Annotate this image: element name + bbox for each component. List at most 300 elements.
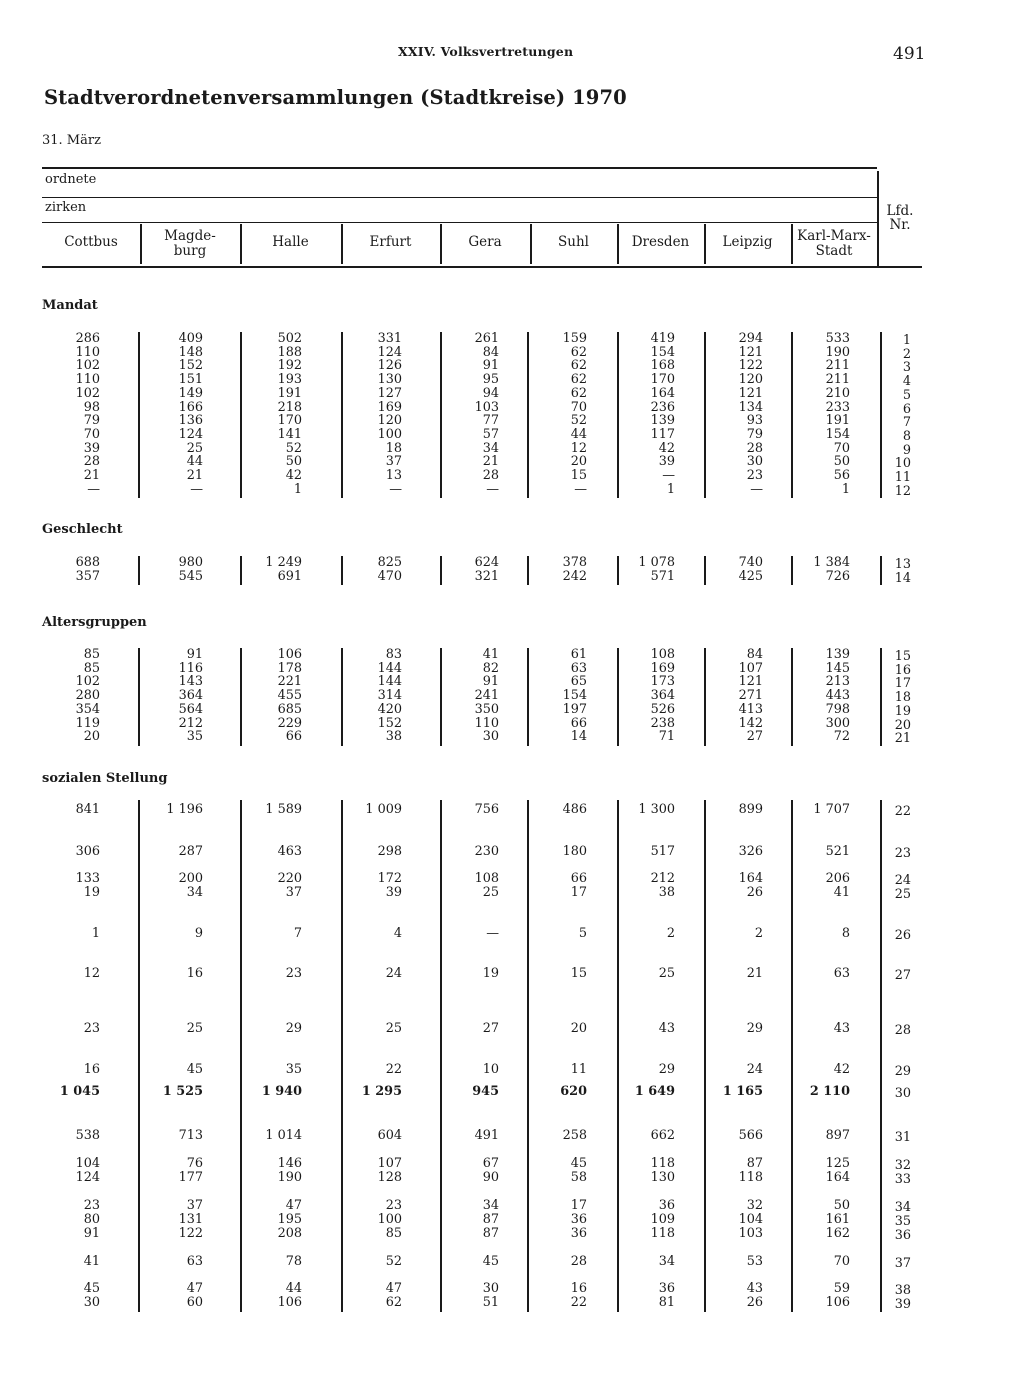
- header-lfd-nr: Lfd. Nr.: [886, 203, 914, 233]
- table-cell: 45: [570, 1156, 587, 1171]
- table-cell: 170: [650, 372, 675, 388]
- table-cell: 378: [562, 555, 587, 570]
- table-cell: 11: [570, 1062, 587, 1077]
- table-cell: 662: [650, 1128, 675, 1143]
- table-cell: 66: [570, 715, 587, 731]
- row-number: 3: [902, 360, 911, 376]
- table-cell: 321: [474, 568, 499, 584]
- table-cell: 164: [825, 1170, 850, 1185]
- table-cell: —: [190, 481, 203, 497]
- table-cell: 35: [186, 729, 203, 745]
- section-label: Mandat: [42, 298, 98, 313]
- row-number: 19: [894, 703, 911, 719]
- table-cell: 4: [393, 926, 402, 941]
- table-cell: 20: [570, 1021, 587, 1036]
- table-cell: 44: [285, 1281, 302, 1296]
- table-cell: 34: [482, 440, 499, 456]
- table-cell: 486: [562, 802, 587, 817]
- table-cell: 44: [186, 454, 203, 470]
- table-cell: 740: [738, 555, 763, 570]
- table-cell: 691: [277, 568, 302, 584]
- header-rule-lower: [42, 222, 877, 223]
- group-separator: [880, 648, 882, 746]
- table-cell: 63: [186, 1254, 203, 1269]
- table-cell: 30: [746, 454, 763, 470]
- group-separator: [880, 800, 882, 1312]
- lfd-nr-rule: [877, 171, 879, 267]
- table-cell: 127: [377, 385, 402, 401]
- section-label: sozialen Stellung: [42, 771, 168, 786]
- column-header: Gera: [468, 234, 502, 250]
- column-header: Cottbus: [64, 234, 118, 250]
- table-cell: 30: [482, 1281, 499, 1296]
- table-cell: 15: [570, 966, 587, 981]
- column-header-rule: [440, 224, 442, 264]
- table-cell: 193: [277, 372, 302, 388]
- table-cell: 300: [825, 715, 850, 731]
- table-cell: 110: [75, 372, 100, 388]
- table-cell: 50: [285, 454, 302, 470]
- table-cell: 70: [833, 440, 850, 456]
- table-cell: 90: [482, 1170, 499, 1185]
- table-cell: 242: [562, 568, 587, 584]
- table-cell: 357: [75, 568, 100, 584]
- table-cell: 1 165: [722, 1084, 763, 1099]
- column-header-rule: [240, 224, 242, 264]
- table-cell: 94: [482, 385, 499, 401]
- table-cell: 899: [738, 802, 763, 817]
- table-cell: 564: [178, 701, 203, 717]
- table-cell: 52: [385, 1254, 402, 1269]
- table-cell: 118: [738, 1170, 763, 1185]
- table-cell: 298: [377, 844, 402, 859]
- table-cell: 50: [833, 1198, 850, 1213]
- row-number: 5: [902, 387, 911, 403]
- table-cell: 47: [385, 1281, 402, 1296]
- column-header: Magde- burg: [164, 228, 216, 259]
- table-cell: 149: [178, 385, 203, 401]
- table-cell: 144: [377, 660, 402, 676]
- table-cell: 100: [377, 426, 402, 442]
- table-cell: 100: [377, 1212, 402, 1227]
- row-number: 9: [902, 442, 911, 458]
- table-cell: 21: [746, 966, 763, 981]
- column-header: Leipzig: [722, 234, 773, 250]
- table-cell: 470: [377, 568, 402, 584]
- table-cell: 154: [825, 426, 850, 442]
- table-cell: 63: [833, 966, 850, 981]
- table-cell: 131: [178, 1212, 203, 1227]
- table-cell: 118: [650, 1226, 675, 1241]
- table-cell: 212: [650, 871, 675, 886]
- table-cell: 91: [482, 358, 499, 374]
- table-cell: 43: [833, 1021, 850, 1036]
- table-cell: 13: [385, 468, 402, 483]
- table-cell: 326: [738, 844, 763, 859]
- table-cell: 280: [75, 688, 100, 704]
- table-cell: 25: [186, 440, 203, 456]
- table-cell: 443: [825, 688, 850, 704]
- table-cell: 93: [746, 413, 763, 429]
- table-cell: 110: [474, 715, 499, 731]
- table-cell: 124: [178, 426, 203, 442]
- table-cell: 2: [754, 926, 763, 941]
- column-header: Suhl: [558, 234, 589, 250]
- table-cell: 154: [562, 688, 587, 704]
- table-cell: 1 014: [265, 1128, 302, 1143]
- table-cell: 526: [650, 701, 675, 717]
- table-cell: 1 196: [166, 802, 203, 817]
- table-cell: 502: [277, 331, 302, 346]
- table-cell: 726: [825, 568, 850, 584]
- table-cell: 106: [277, 647, 302, 662]
- table-cell: 12: [570, 440, 587, 456]
- table-cell: 124: [377, 344, 402, 360]
- table-cell: 62: [570, 358, 587, 374]
- table-cell: 2: [666, 926, 675, 941]
- table-cell: 16: [570, 1281, 587, 1296]
- table-cell: 24: [746, 1062, 763, 1077]
- table-cell: 350: [474, 701, 499, 717]
- table-cell: 36: [658, 1281, 675, 1296]
- table-cell: 21: [186, 468, 203, 483]
- table-cell: 271: [738, 688, 763, 704]
- column-header-rule: [791, 224, 793, 264]
- table-cell: 41: [482, 647, 499, 662]
- column-header: Halle: [272, 234, 309, 250]
- table-cell: 120: [377, 413, 402, 429]
- table-cell: 52: [285, 440, 302, 456]
- table-cell: 164: [738, 871, 763, 886]
- table-cell: 9: [194, 926, 203, 941]
- table-cell: 152: [178, 358, 203, 374]
- table-cell: 1 707: [813, 802, 850, 817]
- table-cell: 21: [482, 454, 499, 470]
- row-number: 6: [902, 401, 911, 417]
- row-number: 36: [894, 1228, 911, 1243]
- table-cell: 258: [562, 1128, 587, 1143]
- header-rule-top: [42, 167, 877, 169]
- row-number: 28: [894, 1023, 911, 1038]
- row-number: 20: [894, 717, 911, 733]
- table-cell: 95: [482, 372, 499, 388]
- table-cell: 20: [83, 729, 100, 745]
- table-cell: 1 295: [361, 1084, 402, 1099]
- table-cell: 173: [650, 674, 675, 690]
- table-cell: 170: [277, 413, 302, 429]
- table-cell: 41: [83, 1254, 100, 1269]
- table-cell: 20: [570, 454, 587, 470]
- table-cell: 533: [825, 331, 850, 346]
- row-number: 15: [894, 649, 911, 664]
- table-cell: 1 045: [59, 1084, 100, 1099]
- table-cell: 36: [570, 1212, 587, 1227]
- reference-date: 31. März: [42, 133, 101, 148]
- table-cell: 42: [658, 440, 675, 456]
- table-cell: 151: [178, 372, 203, 388]
- table-cell: 143: [178, 674, 203, 690]
- table-cell: 1 940: [261, 1084, 302, 1099]
- table-cell: 521: [825, 844, 850, 859]
- table-cell: 23: [83, 1021, 100, 1036]
- page-number: 491: [893, 44, 926, 64]
- table-cell: 1 649: [634, 1084, 675, 1099]
- table-cell: 77: [482, 413, 499, 429]
- table-cell: 144: [377, 674, 402, 690]
- table-cell: 604: [377, 1128, 402, 1143]
- row-number: 39: [894, 1297, 911, 1312]
- group-separator: [880, 556, 882, 585]
- table-cell: 166: [178, 399, 203, 415]
- table-cell: 32: [746, 1198, 763, 1213]
- row-number: 7: [902, 415, 911, 431]
- table-cell: 195: [277, 1212, 302, 1227]
- table-cell: 47: [186, 1281, 203, 1296]
- row-number: 2: [902, 346, 911, 362]
- table-cell: 455: [277, 688, 302, 704]
- table-cell: 85: [83, 660, 100, 676]
- table-cell: 56: [833, 468, 850, 483]
- table-cell: 190: [825, 344, 850, 360]
- table-cell: 103: [474, 399, 499, 415]
- table-cell: 1 300: [638, 802, 675, 817]
- table-cell: 211: [825, 372, 850, 388]
- table-cell: 19: [482, 966, 499, 981]
- table-cell: 65: [570, 674, 587, 690]
- table-cell: —: [87, 481, 100, 497]
- table-cell: 134: [738, 399, 763, 415]
- table-cell: 161: [825, 1212, 850, 1227]
- table-cell: 28: [83, 454, 100, 470]
- table-cell: 109: [650, 1212, 675, 1227]
- row-number: 37: [894, 1256, 911, 1271]
- table-cell: 43: [746, 1281, 763, 1296]
- table-cell: —: [389, 481, 402, 497]
- table-cell: 81: [658, 1295, 675, 1310]
- table-cell: 200: [178, 871, 203, 886]
- row-number: 38: [894, 1283, 911, 1298]
- row-number: 22: [894, 804, 911, 819]
- table-cell: 425: [738, 568, 763, 584]
- table-cell: 39: [83, 440, 100, 456]
- table-cell: 19: [83, 885, 100, 900]
- table-cell: 1 525: [162, 1084, 203, 1099]
- table-cell: 545: [178, 568, 203, 584]
- table-cell: 78: [285, 1254, 302, 1269]
- table-cell: 354: [75, 701, 100, 717]
- table-cell: 62: [570, 344, 587, 360]
- row-number: 25: [894, 887, 911, 902]
- table-cell: 122: [178, 1226, 203, 1241]
- table-cell: 145: [825, 660, 850, 676]
- table-cell: 25: [482, 885, 499, 900]
- column-header-rule: [140, 224, 142, 264]
- table-cell: 159: [562, 331, 587, 346]
- table-cell: 24: [385, 966, 402, 981]
- table-cell: 37: [385, 454, 402, 470]
- table-cell: 91: [482, 674, 499, 690]
- table-cell: —: [486, 926, 499, 941]
- table-cell: 104: [738, 1212, 763, 1227]
- table-cell: 58: [570, 1170, 587, 1185]
- table-cell: 23: [385, 1198, 402, 1213]
- row-number: 13: [894, 557, 911, 572]
- table-cell: 420: [377, 701, 402, 717]
- table-cell: 103: [738, 1226, 763, 1241]
- table-cell: 221: [277, 674, 302, 690]
- table-cell: 419: [650, 331, 675, 346]
- table-cell: 713: [178, 1128, 203, 1143]
- row-number: 12: [894, 483, 911, 499]
- table-cell: 130: [377, 372, 402, 388]
- row-number: 11: [894, 470, 911, 485]
- table-cell: 52: [570, 413, 587, 429]
- table-cell: 29: [746, 1021, 763, 1036]
- table-cell: 169: [650, 660, 675, 676]
- table-cell: 61: [570, 647, 587, 662]
- table-cell: 34: [482, 1198, 499, 1213]
- table-cell: 18: [385, 440, 402, 456]
- table-cell: 84: [482, 344, 499, 360]
- table-cell: 107: [377, 1156, 402, 1171]
- table-cell: 98: [83, 399, 100, 415]
- table-cell: 213: [825, 674, 850, 690]
- table-cell: 286: [75, 331, 100, 346]
- row-number: 1: [902, 333, 911, 348]
- table-cell: 126: [377, 358, 402, 374]
- table-cell: —: [750, 481, 763, 497]
- table-cell: 87: [746, 1156, 763, 1171]
- table-cell: 364: [650, 688, 675, 704]
- table-cell: 27: [746, 729, 763, 745]
- table-cell: 5: [578, 926, 587, 941]
- table-cell: 30: [83, 1295, 100, 1310]
- table-cell: 177: [178, 1170, 203, 1185]
- table-cell: 233: [825, 399, 850, 415]
- table-cell: 16: [186, 966, 203, 981]
- table-cell: 1: [293, 481, 302, 497]
- table-cell: 36: [658, 1198, 675, 1213]
- table-cell: 1 009: [365, 802, 402, 817]
- table-cell: 1 589: [265, 802, 302, 817]
- row-number: 18: [894, 690, 911, 706]
- table-cell: 45: [83, 1281, 100, 1296]
- section-label: Altersgruppen: [42, 615, 147, 630]
- table-cell: 25: [658, 966, 675, 981]
- row-number: 29: [894, 1064, 911, 1079]
- table-cell: 571: [650, 568, 675, 584]
- table-cell: 154: [650, 344, 675, 360]
- row-number: 30: [894, 1086, 911, 1101]
- table-cell: 241: [474, 688, 499, 704]
- table-cell: 23: [746, 468, 763, 483]
- table-cell: 188: [277, 344, 302, 360]
- row-number: 21: [894, 731, 911, 747]
- table-cell: 218: [277, 399, 302, 415]
- table-cell: 45: [482, 1254, 499, 1269]
- table-cell: 79: [746, 426, 763, 442]
- table-cell: 7: [293, 926, 302, 941]
- table-cell: 128: [377, 1170, 402, 1185]
- table-cell: 44: [570, 426, 587, 442]
- table-cell: 35: [285, 1062, 302, 1077]
- table-cell: 108: [474, 871, 499, 886]
- table-cell: 29: [658, 1062, 675, 1077]
- column-header-rule: [704, 224, 706, 264]
- table-cell: 121: [738, 385, 763, 401]
- table-cell: 331: [377, 331, 402, 346]
- row-number: 34: [894, 1200, 911, 1215]
- row-number: 31: [894, 1130, 911, 1145]
- column-header: Karl-Marx- Stadt: [797, 228, 871, 259]
- table-cell: 87: [482, 1226, 499, 1241]
- table-cell: 42: [285, 468, 302, 483]
- table-cell: 34: [186, 885, 203, 900]
- header-rule-bottom: [42, 266, 922, 268]
- table-cell: 620: [560, 1084, 587, 1099]
- table-cell: 108: [650, 647, 675, 662]
- table-cell: 142: [738, 715, 763, 731]
- table-cell: 364: [178, 688, 203, 704]
- table-cell: 136: [178, 413, 203, 429]
- table-cell: 59: [833, 1281, 850, 1296]
- table-cell: 191: [825, 413, 850, 429]
- column-header-rule: [341, 224, 343, 264]
- page-title: Stadtverordnetenversammlungen (Stadtkreise) 1970: [44, 86, 627, 109]
- table-cell: 42: [833, 1062, 850, 1077]
- table-cell: 16: [83, 1062, 100, 1077]
- table-cell: 121: [738, 674, 763, 690]
- table-cell: 70: [833, 1254, 850, 1269]
- table-cell: 106: [825, 1295, 850, 1310]
- table-cell: 23: [285, 966, 302, 981]
- table-cell: 27: [482, 1021, 499, 1036]
- header-rule-mid: [42, 197, 877, 198]
- table-cell: 43: [658, 1021, 675, 1036]
- table-cell: 133: [75, 871, 100, 886]
- table-cell: 212: [178, 715, 203, 731]
- table-cell: 91: [186, 647, 203, 662]
- table-cell: 23: [83, 1198, 100, 1213]
- table-cell: 28: [482, 468, 499, 483]
- table-cell: 22: [570, 1295, 587, 1310]
- table-cell: 120: [738, 372, 763, 388]
- table-cell: 72: [833, 729, 850, 745]
- table-cell: 624: [474, 555, 499, 570]
- table-cell: 798: [825, 701, 850, 717]
- table-cell: 21: [83, 468, 100, 483]
- table-cell: 37: [186, 1198, 203, 1213]
- table-cell: 62: [570, 385, 587, 401]
- table-cell: 8: [841, 926, 850, 941]
- table-cell: 84: [746, 647, 763, 662]
- table-cell: 36: [570, 1226, 587, 1241]
- table-cell: 306: [75, 844, 100, 859]
- table-cell: 230: [474, 844, 499, 859]
- row-number: 10: [894, 456, 911, 472]
- table-cell: 491: [474, 1128, 499, 1143]
- table-cell: 28: [746, 440, 763, 456]
- table-cell: 409: [178, 331, 203, 346]
- row-number: 14: [894, 570, 911, 586]
- table-cell: 688: [75, 555, 100, 570]
- table-cell: 38: [658, 885, 675, 900]
- table-cell: 10: [482, 1062, 499, 1077]
- row-number: 17: [894, 676, 911, 692]
- table-cell: 121: [738, 344, 763, 360]
- table-cell: 124: [75, 1170, 100, 1185]
- column-header-rule: [617, 224, 619, 264]
